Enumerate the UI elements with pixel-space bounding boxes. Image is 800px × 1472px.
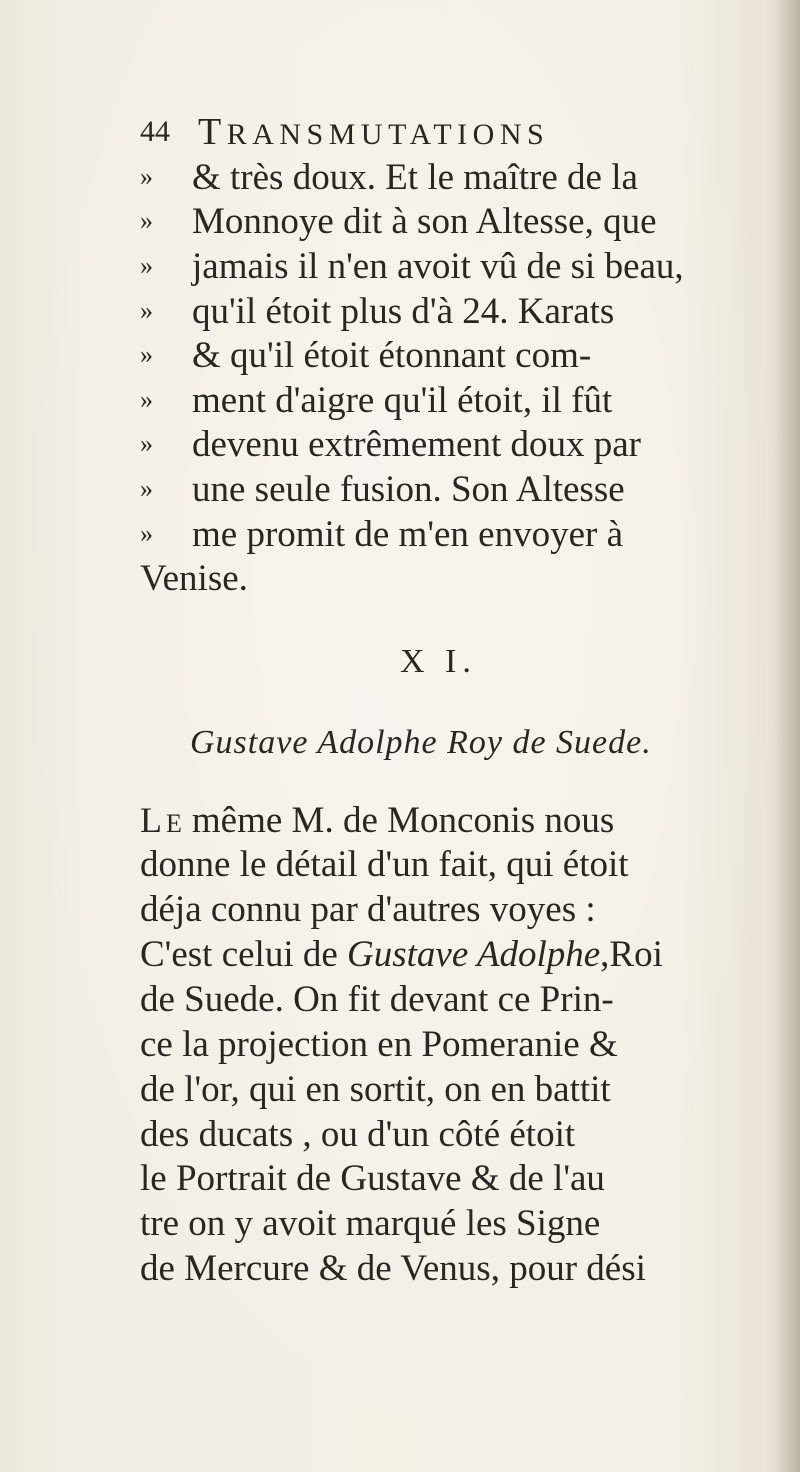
body-line: donne le détail d'un fait, qui étoit	[140, 844, 629, 885]
quote-mark: »	[140, 385, 153, 414]
quote-line: » devenu extrêmement doux par	[140, 424, 641, 465]
quote-mark: »	[140, 296, 153, 325]
page-header	[140, 112, 710, 152]
quote-line: » Monnoye dit à son Altesse, que	[140, 201, 657, 242]
quote-line: » qu'il étoit plus d'à 24. Karats	[140, 291, 615, 332]
quote-mark: »	[140, 340, 153, 369]
quote-line: » ment d'aigre qu'il étoit, il fût	[140, 380, 613, 421]
quote-mark: »	[140, 429, 153, 458]
quote-mark: »	[140, 251, 153, 280]
body-line: ce la projection en Pomeranie &	[140, 1024, 618, 1065]
quote-closing-line: Venise.	[140, 558, 248, 599]
body-line: tre on y avoit marqué les Signe	[140, 1203, 601, 1244]
initial-smallcap: E	[166, 809, 184, 838]
initial-letter: L	[140, 800, 166, 840]
quote-mark: »	[140, 519, 153, 548]
quote-line: » & très doux. Et le maître de la	[140, 157, 638, 198]
quote-line: » me promit de m'en envoyer à	[140, 514, 623, 555]
body-line: de Mercure & de Venus, pour dési	[140, 1248, 646, 1289]
quote-line: » jamais il n'en avoit vû de si beau,	[140, 246, 684, 287]
body-line: de Suede. On fit devant ce Prin-	[140, 979, 614, 1020]
body-line: des ducats , ou d'un côté étoit	[140, 1114, 576, 1155]
page-gutter-shadow	[774, 0, 800, 1472]
body-line: LE même M. de Monconis nous	[140, 800, 615, 841]
section-title: Gustave Adolphe Roy de Suede.	[190, 724, 652, 761]
quote-mark: »	[140, 162, 153, 191]
body-line: le Portrait de Gustave & de l'au	[140, 1158, 605, 1199]
quote-mark: »	[140, 474, 153, 503]
body-line: de l'or, qui en sortit, on en battit	[140, 1069, 611, 1110]
quote-mark: »	[140, 206, 153, 235]
quote-line: » & qu'il étoit étonnant com-	[140, 335, 592, 376]
page-number: 44	[140, 115, 170, 148]
running-head: TRANSMUTATIONS	[198, 111, 550, 153]
quote-line: » une seule fusion. Son Altesse	[140, 469, 625, 510]
italic-name: Gustave Adolphe	[347, 934, 601, 975]
body-line: déja connu par d'autres voyes :	[140, 889, 596, 930]
body-line: C'est celui de Gustave Adolphe,Roi	[140, 934, 663, 975]
section-number: X I.	[400, 643, 477, 680]
